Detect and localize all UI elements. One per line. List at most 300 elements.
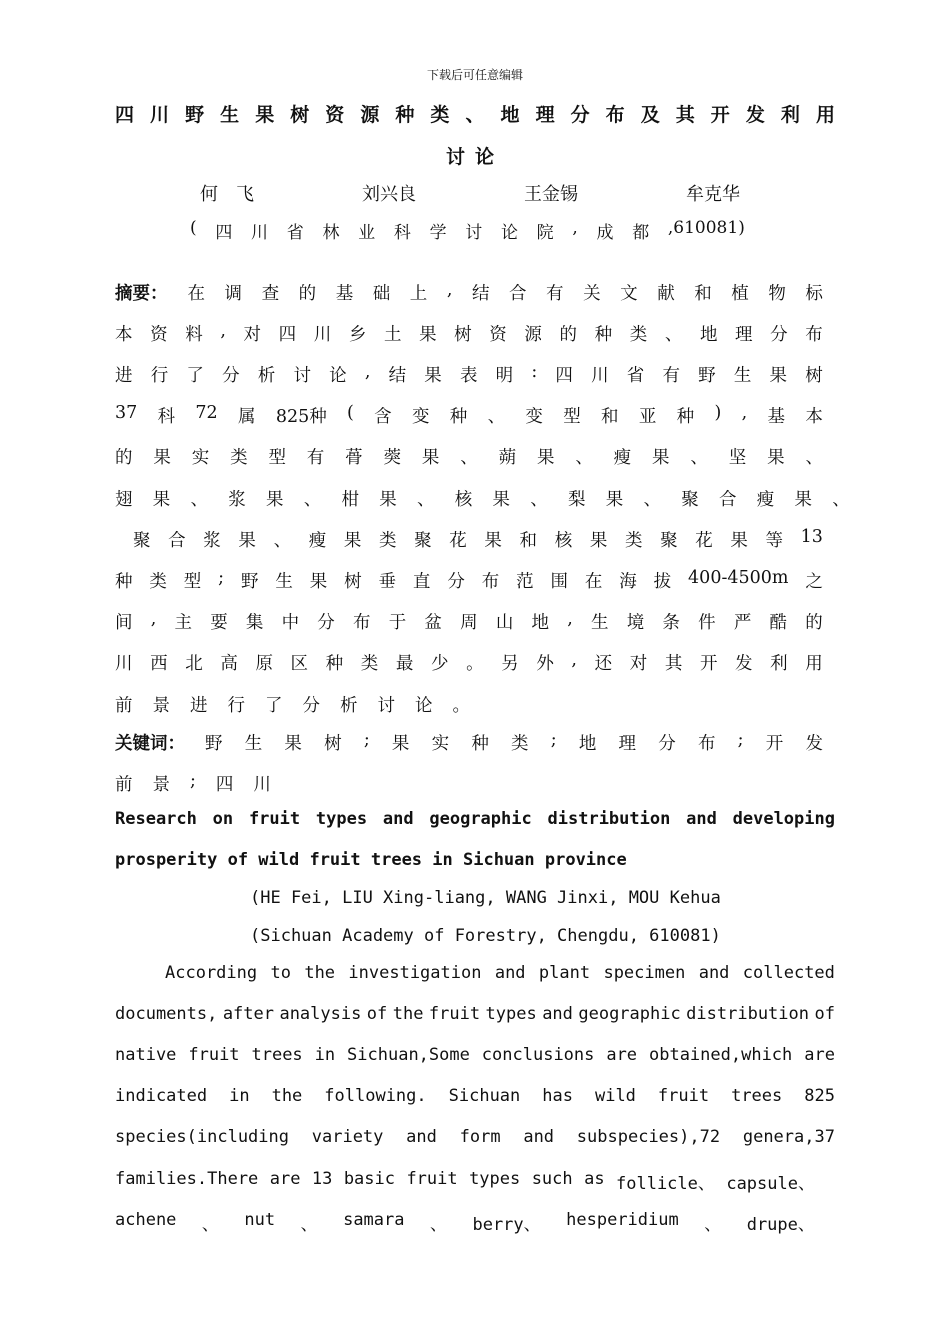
text-token: Research bbox=[115, 809, 197, 829]
text-token: 四 bbox=[215, 223, 233, 243]
abstract-label: 摘要： bbox=[115, 284, 168, 304]
affiliation bbox=[190, 218, 745, 243]
text-token: According bbox=[165, 963, 258, 983]
text-token: 省 bbox=[626, 366, 645, 386]
text-token: 主 bbox=[174, 613, 192, 633]
text-token: 、 bbox=[303, 490, 322, 510]
text-token: 布 bbox=[805, 325, 823, 345]
text-token: of bbox=[814, 1004, 835, 1024]
text-token: 翅 bbox=[115, 490, 133, 510]
text-token: 上 bbox=[409, 284, 428, 304]
text-token: families.There bbox=[115, 1169, 259, 1189]
text-token: 、 bbox=[530, 490, 548, 510]
text-token: 变 bbox=[411, 407, 430, 427]
text-token: 果 bbox=[769, 366, 788, 386]
text-token: 和 bbox=[519, 531, 538, 551]
text-token: drupe、 bbox=[746, 1215, 815, 1235]
text-token: 北 bbox=[185, 654, 203, 674]
text-token: and bbox=[382, 809, 414, 829]
text-token: achene bbox=[115, 1210, 177, 1230]
text-token: 中 bbox=[281, 613, 300, 633]
text-token: 条 bbox=[662, 613, 680, 633]
text-token: indicated bbox=[115, 1086, 208, 1106]
text-token: 基 bbox=[767, 407, 786, 427]
text-token: 学 bbox=[429, 223, 447, 243]
text-token: the bbox=[304, 963, 336, 983]
text-token: 分 bbox=[447, 572, 465, 592]
text-token: are bbox=[606, 1045, 638, 1065]
text-token: 本 bbox=[805, 407, 823, 427]
text-token: 果 bbox=[343, 531, 362, 551]
text-token: 土 bbox=[383, 325, 402, 345]
text-token: 亚 bbox=[638, 407, 657, 427]
text-token: 的 bbox=[298, 284, 317, 304]
text-token: 表 bbox=[459, 366, 478, 386]
text-token: : bbox=[531, 362, 538, 382]
text-token: 坚 bbox=[728, 448, 747, 468]
text-token: 葖 bbox=[383, 448, 402, 468]
text-token: 。 bbox=[452, 696, 470, 716]
text-token: 盆 bbox=[424, 613, 442, 633]
abstract-line bbox=[115, 568, 823, 593]
text-token: 要 bbox=[210, 613, 228, 633]
keywords-line bbox=[115, 730, 823, 755]
text-token: 利 bbox=[780, 104, 800, 126]
text-token: 物 bbox=[768, 284, 786, 304]
abstract-line bbox=[115, 444, 823, 469]
text-token: 分 bbox=[317, 613, 335, 633]
text-token: 生 bbox=[275, 572, 293, 592]
text-token: 树 bbox=[324, 734, 342, 754]
text-token: 川 bbox=[253, 775, 271, 795]
text-token: 四 bbox=[555, 366, 573, 386]
text-token: 范 bbox=[516, 572, 534, 592]
text-token: 还 bbox=[594, 654, 613, 674]
text-token: ( bbox=[347, 403, 354, 423]
text-token: 野 bbox=[240, 572, 259, 592]
text-token: 果 bbox=[794, 490, 812, 510]
text-token: 分 bbox=[222, 366, 240, 386]
english-abstract-line bbox=[115, 1045, 835, 1065]
text-token: fruit bbox=[428, 1004, 481, 1024]
text-token: Sichuan,Some bbox=[347, 1045, 470, 1065]
text-token: , bbox=[571, 650, 577, 670]
text-token: 对 bbox=[629, 654, 648, 674]
text-token: 在 bbox=[187, 284, 205, 304]
keywords-line bbox=[115, 771, 271, 796]
text-token: 地 bbox=[500, 104, 520, 126]
text-token: 类 bbox=[230, 448, 248, 468]
text-token: 析 bbox=[340, 696, 358, 716]
text-token: 了 bbox=[186, 366, 204, 386]
text-token: 、 bbox=[460, 448, 478, 468]
text-token: 、 bbox=[201, 1215, 219, 1235]
text-token: basic bbox=[343, 1169, 395, 1189]
text-token: 资 bbox=[325, 104, 345, 126]
text-token: 果 bbox=[391, 734, 410, 754]
text-token: 类 bbox=[360, 654, 379, 674]
text-token: 林 bbox=[322, 223, 340, 243]
text-token: 结 bbox=[471, 284, 490, 304]
text-token: 、 bbox=[273, 531, 292, 551]
text-token: 最 bbox=[395, 654, 414, 674]
text-token: 西 bbox=[150, 654, 168, 674]
text-token: 地 bbox=[699, 325, 718, 345]
text-token: plant bbox=[538, 963, 591, 983]
text-token: 果 bbox=[238, 531, 256, 551]
text-token: 理 bbox=[618, 734, 637, 754]
text-token: are bbox=[269, 1169, 301, 1189]
text-token: Sichuan bbox=[448, 1086, 521, 1106]
text-token: 行 bbox=[150, 366, 169, 386]
text-token: 分 bbox=[570, 104, 590, 126]
keywords-text bbox=[205, 730, 823, 755]
text-token: 果 bbox=[379, 490, 397, 510]
text-token: 野 bbox=[185, 104, 205, 126]
abstract-line bbox=[115, 486, 850, 511]
text-token: nut bbox=[244, 1210, 276, 1230]
text-token: 源 bbox=[360, 104, 380, 126]
text-token: 等 bbox=[765, 531, 784, 551]
text-token: 果 bbox=[153, 448, 171, 468]
text-token: 省 bbox=[286, 223, 304, 243]
text-token: 瘦 bbox=[613, 448, 632, 468]
text-token: 川 bbox=[251, 223, 269, 243]
text-token: 825种 bbox=[275, 407, 327, 427]
text-token: 、 bbox=[429, 1215, 447, 1235]
text-token: 果 bbox=[424, 366, 442, 386]
text-token: 料 bbox=[185, 325, 203, 345]
text-token: 开 bbox=[765, 734, 784, 754]
text-token: , bbox=[572, 218, 578, 238]
text-token: 间 bbox=[115, 613, 133, 633]
text-token: 、 bbox=[575, 448, 593, 468]
text-token: 川 bbox=[115, 654, 133, 674]
text-token: 和 bbox=[601, 407, 619, 427]
text-token: the bbox=[392, 1004, 424, 1024]
text-token: , bbox=[567, 609, 573, 629]
text-token: 实 bbox=[191, 448, 210, 468]
text-token: 类 bbox=[624, 531, 643, 551]
text-token: 聚 bbox=[660, 531, 678, 551]
text-token: 的 bbox=[559, 325, 577, 345]
text-token: 标 bbox=[805, 284, 823, 304]
text-token: 周 bbox=[460, 613, 478, 633]
text-token: 献 bbox=[657, 284, 675, 304]
text-token: 结 bbox=[388, 366, 407, 386]
text-token: 王金锡 bbox=[524, 184, 578, 205]
text-token: 源 bbox=[524, 325, 542, 345]
text-token: 明 bbox=[495, 366, 514, 386]
text-token: 、 bbox=[805, 448, 823, 468]
text-token: 论 bbox=[329, 366, 347, 386]
text-token: 、 bbox=[300, 1215, 318, 1235]
text-token: native bbox=[115, 1045, 177, 1065]
text-token: 的 bbox=[805, 613, 823, 633]
text-token: capsule、 bbox=[726, 1174, 815, 1194]
text-token: 区 bbox=[290, 654, 309, 674]
text-token: distribution bbox=[686, 1004, 809, 1024]
title-line-2: 讨论 bbox=[445, 146, 504, 168]
text-token: 成 bbox=[596, 223, 614, 243]
text-token: 种 bbox=[449, 407, 468, 427]
text-token: in bbox=[229, 1086, 250, 1106]
header-note: 下载后可任意编辑 bbox=[426, 68, 523, 82]
text-token: 理 bbox=[735, 325, 753, 345]
text-token: 和 bbox=[694, 284, 712, 304]
english-affiliation: (Sichuan Academy of Forestry, Chengdu, 610081) bbox=[250, 926, 721, 946]
text-token: 何 飞 bbox=[200, 184, 254, 205]
text-token: 垂 bbox=[378, 572, 397, 592]
text-token: conclusions bbox=[481, 1045, 595, 1065]
text-token: 生 bbox=[591, 613, 609, 633]
keywords-label: 关键词： bbox=[115, 734, 185, 754]
text-token: in bbox=[314, 1045, 336, 1065]
text-token: 资 bbox=[150, 325, 168, 345]
text-token: subspecies),72 bbox=[576, 1127, 721, 1147]
text-token: 类 bbox=[511, 734, 529, 754]
text-token: 文 bbox=[620, 284, 638, 304]
text-token: and bbox=[523, 1127, 555, 1147]
text-token: , bbox=[364, 362, 371, 382]
text-token: 海 bbox=[619, 572, 637, 592]
text-token: 论 bbox=[415, 696, 433, 716]
text-token: 树 bbox=[454, 325, 472, 345]
abstract-line bbox=[133, 527, 823, 552]
text-token: 牟克华 bbox=[686, 184, 740, 205]
text-token: berry、 bbox=[472, 1215, 541, 1235]
text-token: 讨 bbox=[465, 223, 483, 243]
text-token: 生 bbox=[733, 366, 752, 386]
text-token: 础 bbox=[372, 284, 391, 304]
text-token: 生 bbox=[244, 734, 263, 754]
text-token: 前 bbox=[115, 696, 133, 716]
text-token: 科 bbox=[393, 223, 411, 243]
text-token: 合 bbox=[509, 284, 527, 304]
text-token: 种 bbox=[471, 734, 489, 754]
text-token: and bbox=[698, 963, 730, 983]
text-token: 调 bbox=[224, 284, 243, 304]
text-token: as bbox=[584, 1169, 605, 1189]
text-token: 、 bbox=[704, 1215, 722, 1235]
text-token: 川 bbox=[591, 366, 609, 386]
text-token: to bbox=[270, 963, 291, 983]
text-token: 分 bbox=[658, 734, 676, 754]
text-token: 其 bbox=[664, 654, 683, 674]
text-token: 乡 bbox=[348, 325, 367, 345]
text-token: 利 bbox=[770, 654, 788, 674]
text-token: 川 bbox=[313, 325, 332, 345]
text-token: ,610081) bbox=[667, 218, 745, 238]
text-token: 树 bbox=[344, 572, 362, 592]
text-token: 果 bbox=[266, 490, 284, 510]
text-token: 地 bbox=[531, 613, 550, 633]
text-token: 外 bbox=[536, 654, 554, 674]
text-token: 野 bbox=[205, 734, 223, 754]
text-token: 四 bbox=[215, 775, 234, 795]
text-token: specimen bbox=[603, 963, 686, 983]
text-token: types bbox=[469, 1169, 521, 1189]
text-token: obtained,which bbox=[648, 1045, 793, 1065]
text-token: 种 bbox=[594, 325, 613, 345]
text-token: and bbox=[406, 1127, 437, 1147]
text-token: 件 bbox=[698, 613, 716, 633]
english-abstract-line bbox=[115, 1004, 835, 1024]
text-token: 高 bbox=[220, 654, 238, 674]
text-token: wild bbox=[594, 1086, 636, 1106]
text-token: 围 bbox=[550, 572, 568, 592]
text-token: geographic bbox=[429, 809, 532, 829]
text-token: 有 bbox=[662, 366, 680, 386]
text-token: 四 bbox=[115, 104, 135, 126]
text-token: 另 bbox=[501, 654, 519, 674]
text-token: 果 bbox=[605, 490, 624, 510]
text-token: , bbox=[150, 609, 157, 629]
text-token: 含 bbox=[374, 407, 392, 427]
abstract-line bbox=[115, 692, 470, 717]
text-token: ) bbox=[714, 403, 722, 423]
text-token: developing bbox=[732, 809, 835, 829]
text-token: of bbox=[366, 1004, 388, 1024]
text-token: 果 bbox=[421, 448, 440, 468]
text-token: has bbox=[542, 1086, 573, 1106]
text-token: 其 bbox=[675, 104, 695, 126]
text-token: 集 bbox=[245, 613, 264, 633]
text-token: 。 bbox=[466, 654, 484, 674]
text-token: 种 bbox=[676, 407, 695, 427]
text-token: and bbox=[542, 1004, 573, 1024]
text-token: ; bbox=[363, 730, 370, 750]
text-token: species(including bbox=[115, 1127, 289, 1147]
text-token: and bbox=[494, 963, 526, 983]
text-token: 类 bbox=[149, 572, 167, 592]
text-token: 、 bbox=[690, 448, 708, 468]
text-token: 川 bbox=[150, 104, 170, 126]
text-token: 基 bbox=[335, 284, 354, 304]
text-token: 花 bbox=[449, 531, 467, 551]
text-token: 景 bbox=[152, 696, 170, 716]
text-token: on bbox=[212, 809, 234, 829]
text-token: 的 bbox=[115, 448, 133, 468]
text-token: collected bbox=[742, 963, 835, 983]
text-token: 分 bbox=[770, 325, 788, 345]
abstract-line bbox=[115, 609, 823, 634]
title-line-1 bbox=[115, 100, 835, 127]
text-token: types bbox=[485, 1004, 537, 1024]
text-token: ; bbox=[550, 730, 557, 750]
text-token: 果 bbox=[536, 448, 555, 468]
text-token: 了 bbox=[265, 696, 283, 716]
abstract-line-text bbox=[188, 280, 824, 305]
english-title-line: prosperity of wild fruit trees in Sichuan province bbox=[115, 850, 627, 870]
text-token: 有 bbox=[306, 448, 325, 468]
text-token: 析 bbox=[257, 366, 276, 386]
authors bbox=[200, 180, 740, 206]
text-token: 树 bbox=[805, 366, 823, 386]
text-token: fruit bbox=[248, 809, 301, 829]
text-token: 聚 bbox=[414, 531, 432, 551]
text-token: 讨 bbox=[293, 366, 311, 386]
english-abstract-line bbox=[115, 1086, 835, 1106]
text-token: 之 bbox=[805, 572, 823, 592]
text-token: 类 bbox=[378, 531, 397, 551]
text-token: 山 bbox=[495, 613, 514, 633]
english-abstract-line bbox=[115, 1127, 835, 1147]
text-token: ; bbox=[737, 730, 744, 750]
text-token: 树 bbox=[290, 104, 310, 126]
text-token: 布 bbox=[353, 613, 371, 633]
text-token: 浆 bbox=[203, 531, 221, 551]
text-token: ; bbox=[218, 568, 225, 588]
text-token: 在 bbox=[584, 572, 603, 592]
text-token: 果 bbox=[419, 325, 437, 345]
text-token: 都 bbox=[632, 223, 650, 243]
text-token: 果 bbox=[652, 448, 670, 468]
text-token: such bbox=[531, 1169, 573, 1189]
text-token: 果 bbox=[152, 490, 171, 510]
text-token: 植 bbox=[731, 284, 749, 304]
text-token: 果 bbox=[284, 734, 302, 754]
text-token: 资 bbox=[489, 325, 507, 345]
text-token: distribution bbox=[547, 809, 671, 829]
text-token: follicle、 bbox=[616, 1174, 715, 1194]
text-token: 用 bbox=[815, 104, 835, 126]
text-token: 13 bbox=[311, 1169, 333, 1189]
text-token: , bbox=[220, 321, 226, 341]
text-token: 柑 bbox=[341, 490, 359, 510]
text-token: the bbox=[271, 1086, 303, 1106]
text-token: samara bbox=[343, 1210, 405, 1230]
text-token: 院 bbox=[536, 223, 554, 243]
text-token: 前 bbox=[115, 775, 133, 795]
text-token: investigation bbox=[348, 963, 482, 983]
text-token: 核 bbox=[454, 490, 473, 510]
text-token: 境 bbox=[626, 613, 645, 633]
text-token: 核 bbox=[554, 531, 573, 551]
text-token: 果 bbox=[309, 572, 328, 592]
text-token: analysis bbox=[279, 1004, 362, 1024]
text-token: form bbox=[459, 1127, 501, 1147]
text-token: 布 bbox=[605, 104, 625, 126]
text-token: and bbox=[686, 809, 717, 829]
text-token: 拔 bbox=[653, 572, 672, 592]
text-token: 合 bbox=[168, 531, 186, 551]
text-token: , bbox=[741, 403, 748, 423]
text-token: 825 bbox=[804, 1086, 835, 1106]
text-token: fruit bbox=[406, 1169, 458, 1189]
text-token: 进 bbox=[190, 696, 208, 716]
text-token: 布 bbox=[697, 734, 716, 754]
text-token: 、 bbox=[190, 490, 208, 510]
text-token: 景 bbox=[152, 775, 170, 795]
abstract-line bbox=[115, 321, 823, 346]
text-token: 野 bbox=[698, 366, 716, 386]
text-token: 400-4500m bbox=[688, 568, 789, 588]
text-token: 37 bbox=[115, 403, 138, 423]
text-token: 严 bbox=[733, 613, 752, 633]
text-token: fruit bbox=[657, 1086, 710, 1106]
text-token: 行 bbox=[227, 696, 245, 716]
text-token: 浆 bbox=[228, 490, 246, 510]
text-token: , bbox=[446, 280, 453, 300]
english-authors: (HE Fei, LIU Xing-liang, WANG Jinxi, MOU Kehua bbox=[250, 888, 721, 908]
text-token: 布 bbox=[481, 572, 500, 592]
text-token: 蓇 bbox=[345, 448, 363, 468]
text-token: 型 bbox=[563, 407, 581, 427]
text-token: 刘兴良 bbox=[362, 184, 416, 205]
text-token: 、 bbox=[417, 490, 435, 510]
text-token: 对 bbox=[243, 325, 262, 345]
